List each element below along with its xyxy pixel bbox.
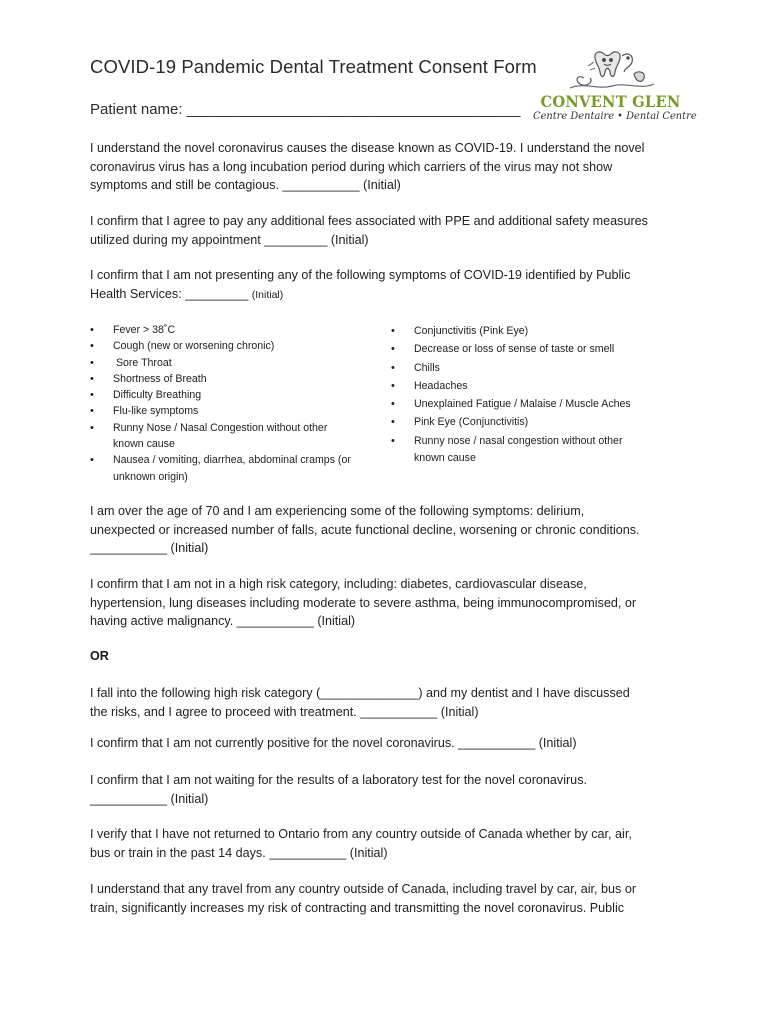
or-separator: OR: [90, 649, 109, 663]
clinic-name: CONVENT GLEN: [540, 92, 681, 111]
bullet-icon: •: [90, 454, 94, 467]
paragraph-risk-category: [90, 684, 690, 721]
paragraph-travel-risk: [90, 880, 690, 917]
text-line: utilized during my appointment _________ (Initial): [90, 232, 369, 247]
text-line: I fall into the following high risk category (______________) and my dentist and I have discussed: [90, 686, 630, 700]
bullet-icon: •: [391, 379, 395, 392]
list-item: [90, 403, 380, 419]
list-item: [391, 322, 691, 340]
list-item-text: Decrease or loss of sense of taste or smell: [414, 343, 615, 356]
list-item: [90, 338, 380, 354]
text-line: I confirm that I am not presenting any of the following symptoms of COVID-19 identified by Public: [90, 268, 631, 282]
bullet-icon: •: [391, 398, 395, 411]
text-line: ___________ (Initial): [90, 791, 209, 806]
text-line: I confirm that I agree to pay any additional fees associated with PPE and additional safety measures: [90, 214, 648, 228]
bullet-icon: •: [391, 361, 395, 374]
list-item-text: Runny nose / nasal congestion without other: [414, 434, 623, 447]
text-line: train, significantly increases my risk of contracting and transmitting the novel coronavirus. Public: [90, 900, 625, 915]
list-item: [90, 420, 380, 453]
text-line: [90, 285, 690, 305]
list-item-text: Unexplained Fatigue / Malaise / Muscle Aches: [414, 398, 631, 411]
text-line: I understand that any travel from any country outside of Canada, including travel by car, air, bus or: [90, 882, 637, 896]
bullet-icon: •: [90, 389, 94, 402]
paragraph-over-70: [90, 502, 690, 558]
text-line: I am over the age of 70 and I am experiencing some of the following symptoms: delirium,: [90, 504, 585, 518]
text-line: I confirm that I am not in a high risk category, including: diabetes, cardiovascular disease,: [90, 577, 587, 591]
bullet-icon: •: [90, 340, 94, 353]
text-line: I confirm that I am not currently positive for the novel coronavirus. ___________ (Initial): [90, 736, 577, 750]
text-line: I understand the novel coronavirus causes the disease known as COVID-19. I understand the novel: [90, 141, 645, 155]
text-line: the risks, and I agree to proceed with treatment. ___________ (Initial): [90, 704, 479, 719]
text-segment: Health Services: _________: [90, 286, 252, 301]
bullet-icon: •: [90, 356, 94, 369]
text-line: I confirm that I am not waiting for the results of a laboratory test for the novel coronavirus.: [90, 773, 587, 787]
list-item: [391, 359, 691, 377]
paragraph-no-travel: [90, 825, 690, 862]
list-item: [391, 432, 691, 466]
bullet-icon: •: [90, 421, 94, 434]
list-item-text: Cough (new or worsening chronic): [113, 340, 275, 353]
list-item-text: Chills: [414, 361, 440, 374]
list-item-text: Runny Nose / Nasal Congestion without other: [113, 421, 328, 434]
bullet-icon: •: [90, 372, 94, 385]
list-item-text: Fever > 38˚C: [113, 324, 176, 336]
initial-label: (Initial): [251, 288, 284, 301]
list-item: [391, 413, 691, 431]
patient-name-field: Patient name: ________________________________________: [90, 101, 521, 118]
bullet-icon: •: [391, 434, 395, 447]
text-line: hypertension, lung diseases including moderate to severe asthma, being immunocompromised, or: [90, 595, 637, 610]
text-line: unexpected or increased number of falls, acute functional decline, worsening or chronic conditions.: [90, 522, 640, 537]
list-item-text: known cause: [113, 438, 175, 451]
list-item: [90, 322, 380, 338]
text-line: bus or train in the past 14 days. ___________ (Initial): [90, 845, 388, 860]
paragraph-no-pending-test: [90, 771, 690, 808]
text-line: ___________ (Initial): [90, 541, 209, 555]
list-item-text: Flu-like symptoms: [113, 405, 199, 418]
paragraph-incubation: [90, 139, 690, 195]
paragraph-symptoms-intro: [90, 266, 690, 304]
list-item: [90, 355, 380, 371]
clinic-tagline: Centre Dentaire • Dental Centre: [532, 110, 697, 122]
list-item-text: Conjunctivitis (Pink Eye): [414, 325, 529, 337]
tooth-mascot-logo-icon: [564, 48, 658, 94]
clinic-logo: [528, 48, 697, 124]
list-item: [391, 377, 691, 395]
list-item-text: known cause: [414, 452, 476, 465]
list-item-text: Nausea / vomiting, diarrhea, abdominal cramps (or: [113, 454, 351, 467]
list-item: [391, 340, 691, 358]
paragraph-not-positive: [90, 734, 690, 753]
bullet-icon: •: [90, 405, 94, 418]
form-title: COVID-19 Pandemic Dental Treatment Consent Form: [90, 56, 537, 77]
symptom-list-right: [391, 322, 691, 466]
list-item-text: unknown origin): [113, 470, 188, 483]
text-line: I verify that I have not returned to Ontario from any country outside of Canada whether by car, air,: [90, 827, 632, 841]
list-item-text: Sore Throat: [113, 356, 172, 369]
list-item: [90, 371, 380, 387]
paragraph-ppe-fees: [90, 212, 690, 249]
text-line: coronavirus virus has a long incubation period during which carriers of the virus may not show: [90, 159, 613, 174]
list-item-text: Pink Eye (Conjunctivitis): [414, 416, 529, 429]
bullet-icon: •: [90, 324, 94, 336]
bullet-icon: •: [391, 325, 395, 337]
bullet-icon: •: [391, 343, 395, 356]
text-line: having active malignancy. ___________ (Initial): [90, 614, 356, 628]
paragraph-high-risk: [90, 575, 690, 631]
bullet-icon: •: [391, 416, 395, 429]
list-item: [90, 387, 380, 403]
text-line: symptoms and still be contagious. ___________ (Initial): [90, 178, 401, 192]
list-item-text: Headaches: [414, 379, 468, 392]
list-item: [90, 452, 380, 485]
list-item: [391, 395, 691, 413]
list-item-text: Difficulty Breathing: [113, 389, 202, 402]
symptom-list-left: [90, 322, 380, 485]
list-item-text: Shortness of Breath: [113, 372, 207, 385]
